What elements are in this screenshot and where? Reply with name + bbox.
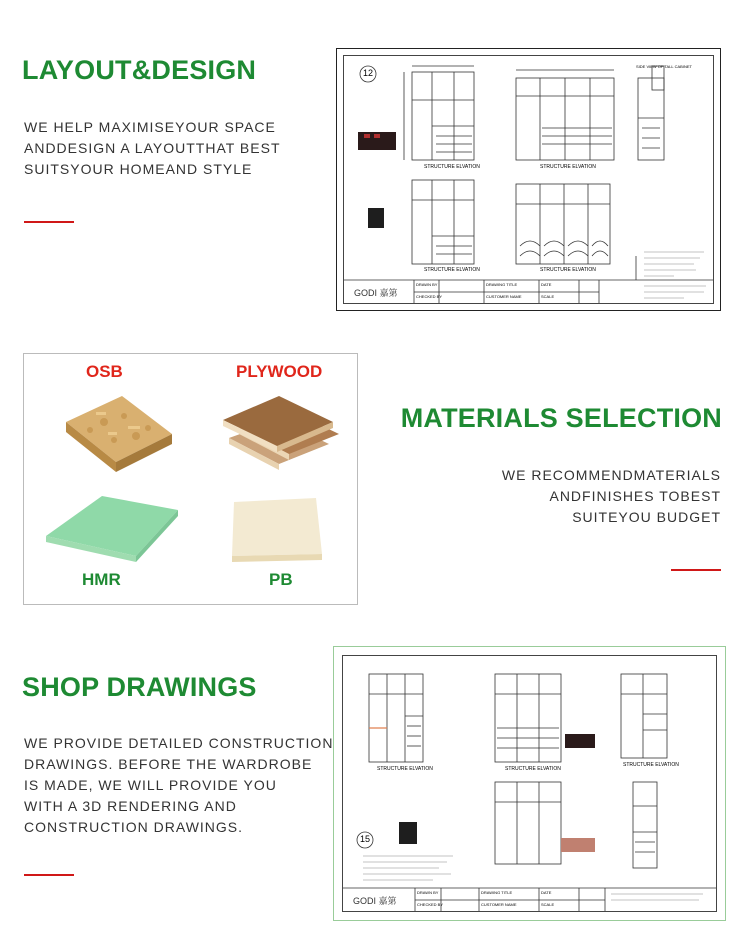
description-line: DRAWINGS. BEFORE THE WARDROBE (24, 756, 313, 772)
drawing-frame (343, 55, 714, 304)
description-line: CONSTRUCTION DRAWINGS. (24, 819, 244, 835)
description-line: ANDFINISHES TOBEST (549, 488, 721, 504)
layout-design-heading: LAYOUT&DESIGN (22, 55, 257, 85)
red-divider (24, 221, 74, 223)
sample-swatch (399, 822, 417, 844)
title-block-cell: CUSTOMER NAME (486, 294, 522, 299)
cabinet-drawing-1 (344, 56, 713, 303)
sample-swatch (561, 838, 595, 852)
title-block-cell: DRAWING TITLE (481, 890, 513, 895)
view-label: STRUCTURE ELVATION (424, 164, 480, 170)
cabinet-drawing-2 (343, 656, 716, 911)
view-label: STRUCTURE ELVATION (623, 762, 679, 768)
sheet-number: 15 (359, 834, 370, 844)
sample-swatch (565, 734, 595, 748)
description-line: SUITSYOUR HOMEAND STYLE (24, 161, 253, 177)
title-block-cell: DRAWN BY (416, 282, 438, 287)
description-line: ANDDESIGN A LAYOUTTHAT BEST (24, 140, 281, 156)
material-label-pb: PB (269, 570, 293, 589)
sample-swatch (368, 208, 384, 228)
title-block-cell: DATE (541, 890, 552, 895)
title-block-cell: DRAWN BY (417, 890, 439, 895)
title-block-cell: CUSTOMER NAME (481, 902, 517, 907)
description-line: WE RECOMMENDMATERIALS (501, 467, 721, 483)
title-block-cell: SCALE (541, 294, 555, 299)
plywood-board-image (209, 382, 349, 482)
layout-drawing-sheet (336, 48, 721, 311)
shop-drawing-sheet (333, 646, 726, 921)
material-label-osb: OSB (86, 362, 123, 381)
red-divider (24, 874, 74, 876)
title-block-cell: CHECKED BY (416, 294, 443, 299)
description-line: IS MADE, WE WILL PROVIDE YOU (24, 777, 277, 793)
osb-board-image (44, 382, 184, 482)
shop-drawings-description (24, 733, 333, 838)
view-label: STRUCTURE ELVATION (377, 766, 433, 772)
materials-panel (23, 353, 358, 605)
materials-description (502, 465, 721, 528)
drawing-frame (342, 655, 717, 912)
materials-selection-heading: MATERIALS SELECTION (400, 403, 722, 433)
shop-drawings-heading: SHOP DRAWINGS (22, 672, 257, 702)
view-label: STRUCTURE ELVATION (424, 267, 480, 273)
view-label: STRUCTURE ELVATION (505, 766, 561, 772)
view-label: STRUCTURE ELVATION (540, 267, 596, 273)
material-label-hmr: HMR (82, 570, 121, 589)
title-block-cell: SCALE (541, 902, 555, 907)
description-line: WITH A 3D RENDERING AND (24, 798, 237, 814)
view-label: SIDE VIEW OF TALL CABINET (636, 64, 692, 69)
description-line: WE PROVIDE DETAILED CONSTRUCTION (24, 735, 334, 751)
godi-logo: GODI 嘉第 (353, 896, 397, 906)
title-block-cell: CHECKED BY (417, 902, 444, 907)
hmr-board-image (42, 492, 182, 572)
layout-design-description (24, 117, 281, 180)
description-line: WE HELP MAXIMISEYOUR SPACE (24, 119, 276, 135)
view-label: STRUCTURE ELVATION (540, 164, 596, 170)
material-label-plywood: PLYWOOD (236, 362, 323, 381)
godi-logo: GODI 嘉第 (354, 288, 398, 298)
sheet-number: 12 (362, 68, 373, 78)
pb-board-image (224, 494, 344, 574)
title-block-cell: DATE (541, 282, 552, 287)
description-line: SUITEYOU BUDGET (572, 509, 721, 525)
title-block-cell: DRAWING TITLE (486, 282, 518, 287)
red-divider (671, 569, 721, 571)
